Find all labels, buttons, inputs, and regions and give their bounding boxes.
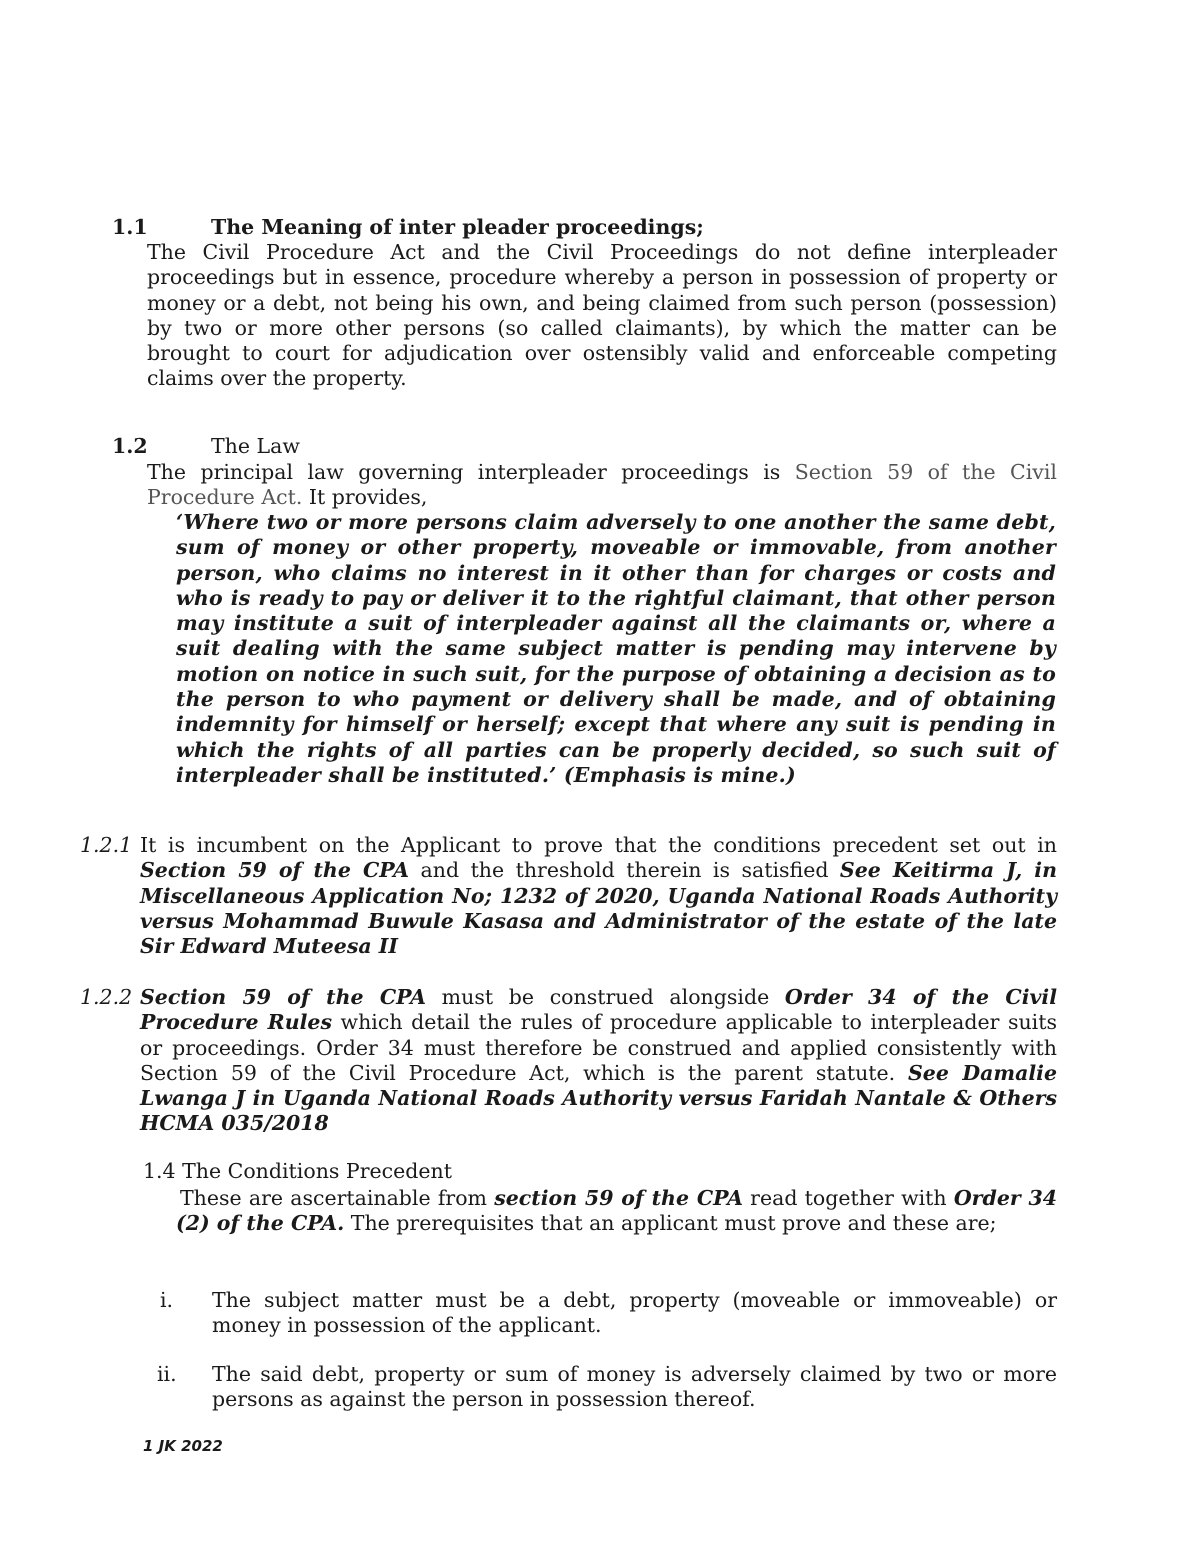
list-marker: i. (160, 1288, 174, 1312)
text: The prerequisites that an applicant must prove and these are; (344, 1211, 997, 1236)
section-1-2-title: The Law (211, 434, 300, 458)
intro-text: The principal law governing interpleader proceedings is (147, 460, 795, 484)
page-footer: 1 JK 2022 (143, 1437, 223, 1455)
section-1-1-number: 1.1 (112, 215, 148, 239)
text: which detail the rules of procedure applicable to interpleader suits or proceedings. Order 34 must therefore be construed and applied consistently with Section 59 of the Civil Procedure Act, which is the parent statute. (140, 1010, 1057, 1085)
case-citation: See Damalie Lwanga J in Uganda National Roads Authority versus Faridah Nantale & Others HCMA 035/2018 (140, 1060, 1057, 1136)
list-marker: ii. (157, 1362, 177, 1386)
reference-cpa: Section 59 of the CPA (140, 985, 426, 1009)
reference-order-34: Order 34 (2) of the CPA. (176, 1186, 1058, 1236)
list-item: The said debt, property or sum of money is adversely claimed by two or more persons as against the person in possession thereof. (212, 1362, 1057, 1412)
case-citation: See Keitirma J, in Miscellaneous Application No; 1232 of 2020, Uganda National Roads Authority versus Mohammad Buwule Kasasa and Administrator of the estate of the late Sir Edward Muteesa II (140, 858, 1057, 959)
section-1-2-2-number: 1.2.2 (80, 985, 133, 1009)
section-1-2-number: 1.2 (112, 434, 148, 458)
section-1-1-body: The Civil Procedure Act and the Civil Proceedings do not define interpleader proceedings but in essence, procedure whereby a person in possession of property or money or a debt, not being his own, and being claimed from such person (possession) by two or more other persons (so called claimants), by which the matter can be brought to court for adjudication over ostensibly valid and enforceable competing claims over the property. (147, 240, 1057, 391)
text: read together with (742, 1186, 954, 1210)
section-1-2-2-body (140, 985, 1057, 1137)
intro-text-2: It provides, (302, 485, 428, 510)
statute-quote: ‘Where two or more persons claim adversely to one another the same debt, sum of money or other property, moveable or immovable, from another person, who claims no interest in it other than for charges or costs and who is ready to pay or deliver it to the rightful claimant, that other person may institute a suit of interpleader against all the claimants or, where a suit dealing with the same subject matter is pending may intervene by motion on notice in such suit, for the purpose of obtaining a decision as to the person to who payment or delivery shall be made, and of obtaining indemnity for himself or herself; except that where any suit is pending in which the rights of all parties can be properly decided, so such suit of interpleader shall be instituted.’ (Emphasis is mine.) (176, 510, 1056, 787)
text: It is incumbent on the Applicant to prove that the conditions precedent set out in (140, 833, 1057, 857)
section-1-2-1-number: 1.2.1 (80, 833, 133, 857)
section-1-1-title: The Meaning of inter pleader proceedings; (211, 215, 704, 239)
list-item: The subject matter must be a debt, property (moveable or immoveable) or money in possession of the applicant. (212, 1288, 1057, 1338)
reference-cpa: section 59 of the CPA (494, 1186, 743, 1210)
section-1-4-title: 1.4 The Conditions Precedent (143, 1159, 452, 1183)
reference-order-34: Order 34 of the Civil Procedure Rules (140, 985, 1057, 1035)
section-1-4-body (176, 1186, 1057, 1237)
section-1-2-1-body (140, 833, 1057, 959)
section-1-2-intro (147, 460, 1057, 511)
text: and the threshold therein is satisfied (409, 858, 840, 883)
text: must be construed alongside (425, 985, 785, 1009)
reference-cpa: Section 59 of the CPA (140, 858, 410, 883)
intro-reference: Section 59 of the Civil Procedure Act. (147, 460, 1057, 510)
text: These are ascertainable from (180, 1186, 495, 1210)
